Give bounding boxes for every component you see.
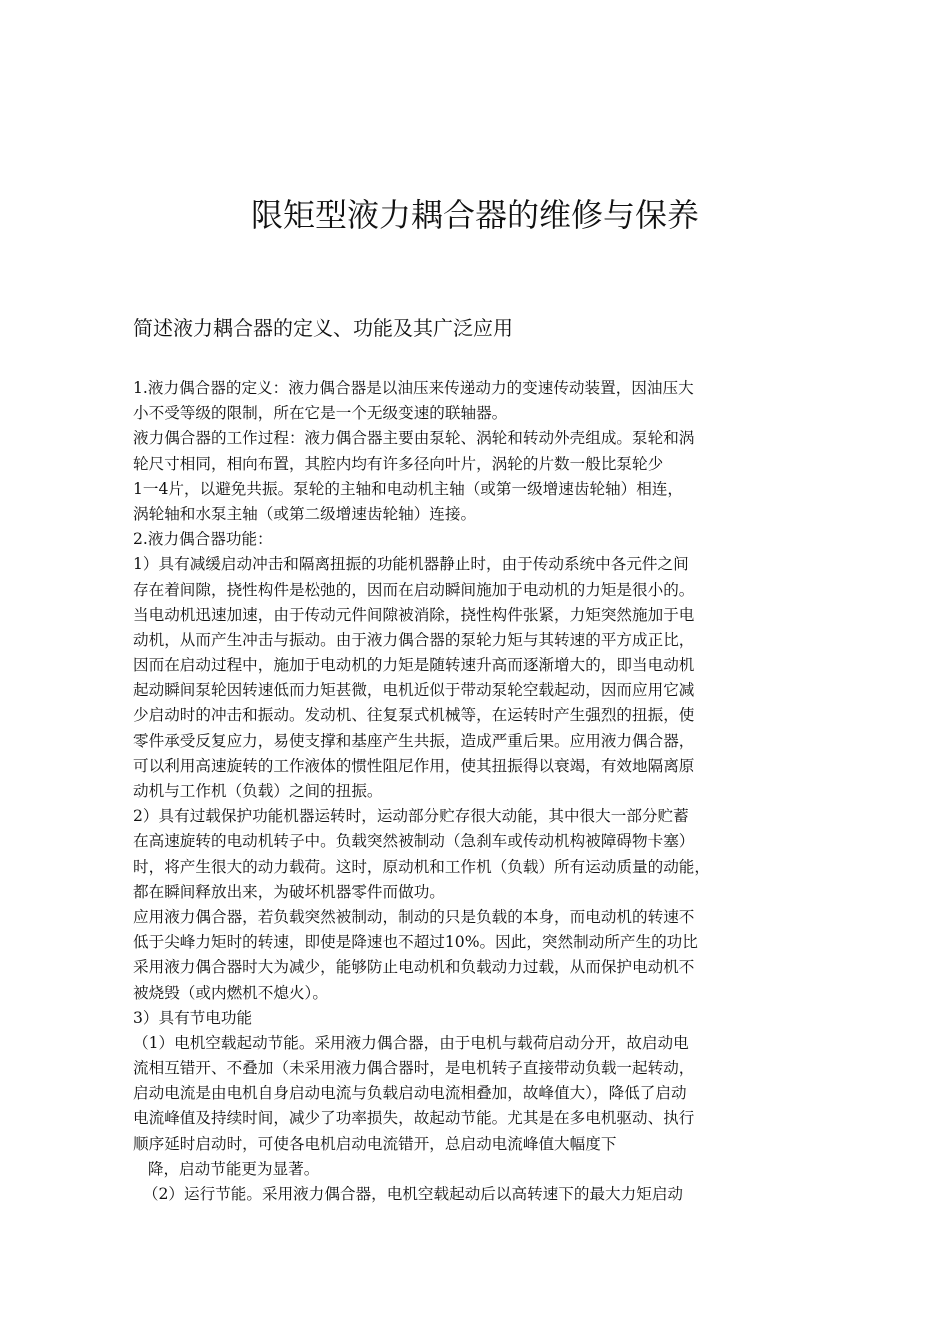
text-line: 可以利用高速旋转的工作液体的惯性阻尼作用，使其扭振得以衰竭，有效地隔离原 [133,756,695,775]
text-line: 起动瞬间泵轮因转速低而力矩甚微，电机近似于带动泵轮空载起动，因而应用它减 [133,681,695,700]
text-line: 降，启动节能更为显著。 [133,1159,320,1178]
text-line: （1）电机空载起动节能。采用液力偶合器，由于电机与载荷启动分开，故启动电 [133,1033,689,1052]
text-line: 都在瞬间释放出来，为破坏机器零件而做功。 [133,882,445,901]
text-line: 动机与工作机（负载）之间的扭振。 [133,782,383,800]
text-line: 电流峰值及持续时间，减少了功率损失，故起动节能。尤其是在多电机驱动、执行 [133,1109,695,1128]
text-line: 2）具有过载保护功能机器运转时，运动部分贮存很大动能，其中很大一部分贮蓄 [133,807,689,826]
text-line: 3）具有节电功能 [133,1008,253,1027]
text-line: 动机，从而产生冲击与振动。由于液力偶合器的泵轮力矩与其转速的平方成正比， [133,630,695,649]
text-line: 启动电流是由电机自身启动电流与负载启动电流相叠加，故峰值大），降低了启动 [133,1084,687,1103]
body-text [133,376,833,1207]
text-line: 当电动机迅速加速，由于传动元件间隙被消除，挠性构件张紧，力矩突然施加于电 [133,605,695,624]
text-line: （2）运行节能。采用液力偶合器，电机空载起动后以高转速下的最大力矩启动 [133,1185,684,1203]
text-line: 1）具有减缓启动冲击和隔离扭振的功能机器静止时，由于传动系统中各元件之间 [133,555,689,574]
text-line: 2.液力偶合器功能： [133,530,273,549]
text-line: 零件承受反复应力，易使支撑和基座产生共振，造成严重后果。应用液力偶合器， [133,731,695,750]
text-line: 轮尺寸相同，相向布置，其腔内均有许多径向叶片，涡轮的片数一般比泵轮少 [133,454,664,473]
text-line: 流相互错开、不叠加（未采用液力偶合器时，是电机转子直接带动负载一起转动， [133,1059,695,1078]
text-line: 因而在启动过程中，施加于电动机的力矩是随转速升高而逐渐增大的，即当电动机 [133,656,695,675]
text-line: 小不受等级的限制，所在它是一个无级变速的联轴器。 [133,404,508,423]
text-line: 存在着间隙，挠性构件是松弛的，因而在启动瞬间施加于电动机的力矩是很小的。 [133,580,695,599]
section-heading: 简述液力耦合器的定义、功能及其广泛应用 [133,316,513,340]
text-line: 在高速旋转的电动机转子中。负载突然被制动（急刹车或传动机构被障碍物卡塞） [133,832,695,851]
document-title: 限矩型液力耦合器的维修与保养 [250,196,699,234]
text-line: 采用液力偶合器时大为减少，能够防止电动机和负载动力过载，从而保护电动机不 [133,958,695,977]
text-line: 涡轮轴和水泵主轴（或第二级增速齿轮轴）连接。 [133,504,477,523]
text-line: 1.液力偶合器的定义：液力偶合器是以油压来传递动力的变速传动装置，因油压大 [133,379,694,397]
text-line: 时，将产生很大的动力载荷。这时，原动机和工作机（负载）所有运动质量的动能， [133,857,710,876]
text-line: 低于尖峰力矩时的转速，即使是降速也不超过10%。因此，突然制动所产生的功比 [133,933,698,952]
text-line: 顺序延时启动时，可使各电机启动电流错开，总启动电流峰值大幅度下 [133,1134,617,1153]
text-line: 液力偶合器的工作过程：液力偶合器主要由泵轮、涡轮和转动外壳组成。泵轮和涡 [133,429,695,448]
text-line: 应用液力偶合器，若负载突然被制动，制动的只是负载的本身，而电动机的转速不 [133,907,695,926]
text-line: 1一4片，以避免共振。泵轮的主轴和电动机主轴（或第一级增速齿轮轴）相连， [133,479,684,498]
text-line: 被烧毁（或内燃机不熄火）。 [133,983,328,1002]
text-line: 少启动时的冲击和振动。发动机、往复泵式机械等，在运转时产生强烈的扭振，使 [133,706,695,725]
